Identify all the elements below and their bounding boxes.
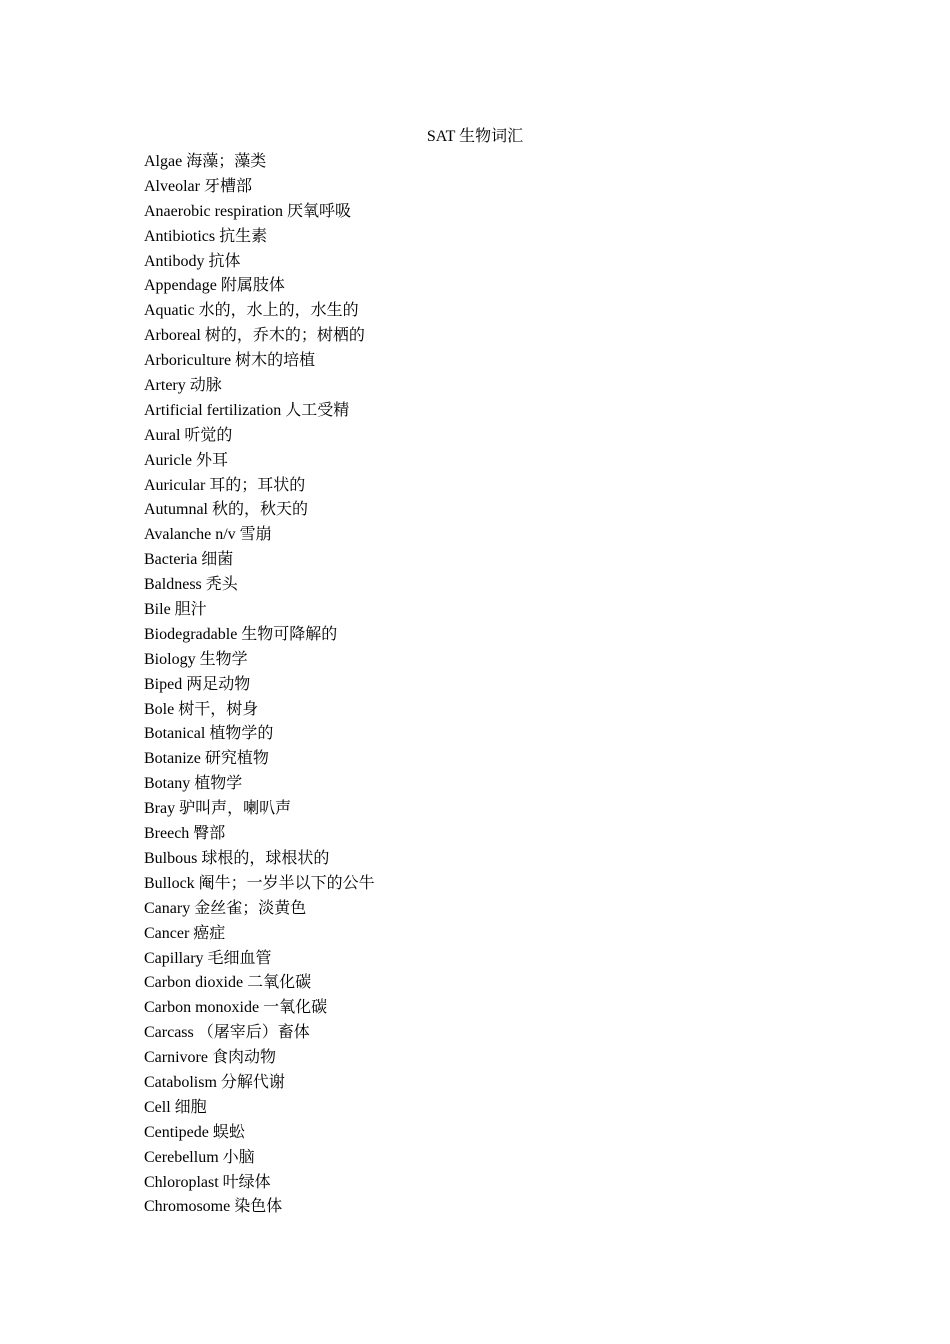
vocabulary-entry: Bullock 阉牛；一岁半以下的公牛 (144, 874, 375, 892)
vocabulary-entry: Appendage 附属肢体 (144, 277, 285, 295)
vocabulary-entry: Cell 细胞 (144, 1098, 207, 1116)
vocabulary-entry: Avalanche n/v 雪崩 (144, 526, 272, 544)
vocabulary-entry: Biodegradable 生物可降解的 (144, 625, 338, 643)
vocabulary-entry: Carnivore 食肉动物 (144, 1049, 276, 1067)
vocabulary-entry: Arboriculture 树木的培植 (144, 352, 316, 370)
vocabulary-list (144, 152, 375, 1222)
vocabulary-entry: Anaerobic respiration 厌氧呼吸 (144, 202, 352, 220)
vocabulary-entry: Aural 听觉的 (144, 426, 233, 444)
vocabulary-entry: Botany 植物学 (144, 775, 243, 793)
vocabulary-entry: Botanize 研究植物 (144, 750, 269, 768)
vocabulary-entry: Cancer 癌症 (144, 924, 226, 942)
vocabulary-entry: Bulbous 球根的，球根状的 (144, 849, 330, 867)
vocabulary-entry: Alveolar 牙槽部 (144, 177, 252, 195)
vocabulary-entry: Carcass （屠宰后）畜体 (144, 1024, 310, 1042)
vocabulary-entry: Bacteria 细菌 (144, 551, 234, 569)
vocabulary-entry: Catabolism 分解代谢 (144, 1073, 285, 1091)
vocabulary-entry: Artery 动脉 (144, 377, 222, 395)
vocabulary-entry: Artificial fertilization 人工受精 (144, 401, 350, 419)
vocabulary-entry: Bole 树干，树身 (144, 700, 259, 718)
vocabulary-entry: Chloroplast 叶绿体 (144, 1173, 271, 1191)
vocabulary-entry: Aquatic 水的，水上的，水生的 (144, 302, 359, 320)
page-title: SAT 生物词汇 (426, 128, 524, 145)
vocabulary-entry: Biped 两足动物 (144, 675, 251, 693)
vocabulary-entry: Breech 臀部 (144, 825, 226, 843)
vocabulary-entry: Centipede 蜈蚣 (144, 1123, 245, 1141)
vocabulary-entry: Cerebellum 小脑 (144, 1148, 255, 1166)
vocabulary-entry: Arboreal 树的，乔木的；树栖的 (144, 327, 365, 345)
vocabulary-entry: Biology 生物学 (144, 650, 248, 668)
vocabulary-entry: Capillary 毛细血管 (144, 949, 272, 967)
vocabulary-entry: Autumnal 秋的，秋天的 (144, 501, 308, 519)
vocabulary-entry: Auricular 耳的；耳状的 (144, 476, 306, 494)
vocabulary-entry: Chromosome 染色体 (144, 1198, 283, 1216)
vocabulary-entry: Antibody 抗体 (144, 252, 241, 270)
vocabulary-entry: Bray 驴叫声，喇叭声 (144, 800, 292, 818)
vocabulary-entry: Carbon monoxide 一氧化碳 (144, 999, 328, 1017)
vocabulary-entry: Baldness 秃头 (144, 576, 238, 594)
vocabulary-entry: Antibiotics 抗生素 (144, 227, 268, 245)
vocabulary-entry: Bile 胆汁 (144, 601, 207, 619)
vocabulary-entry: Canary 金丝雀；淡黄色 (144, 899, 307, 917)
vocabulary-entry: Botanical 植物学的 (144, 725, 274, 743)
vocabulary-entry: Carbon dioxide 二氧化碳 (144, 974, 312, 992)
vocabulary-entry: Algae 海藻；藻类 (144, 153, 267, 170)
vocabulary-entry: Auricle 外耳 (144, 451, 228, 469)
